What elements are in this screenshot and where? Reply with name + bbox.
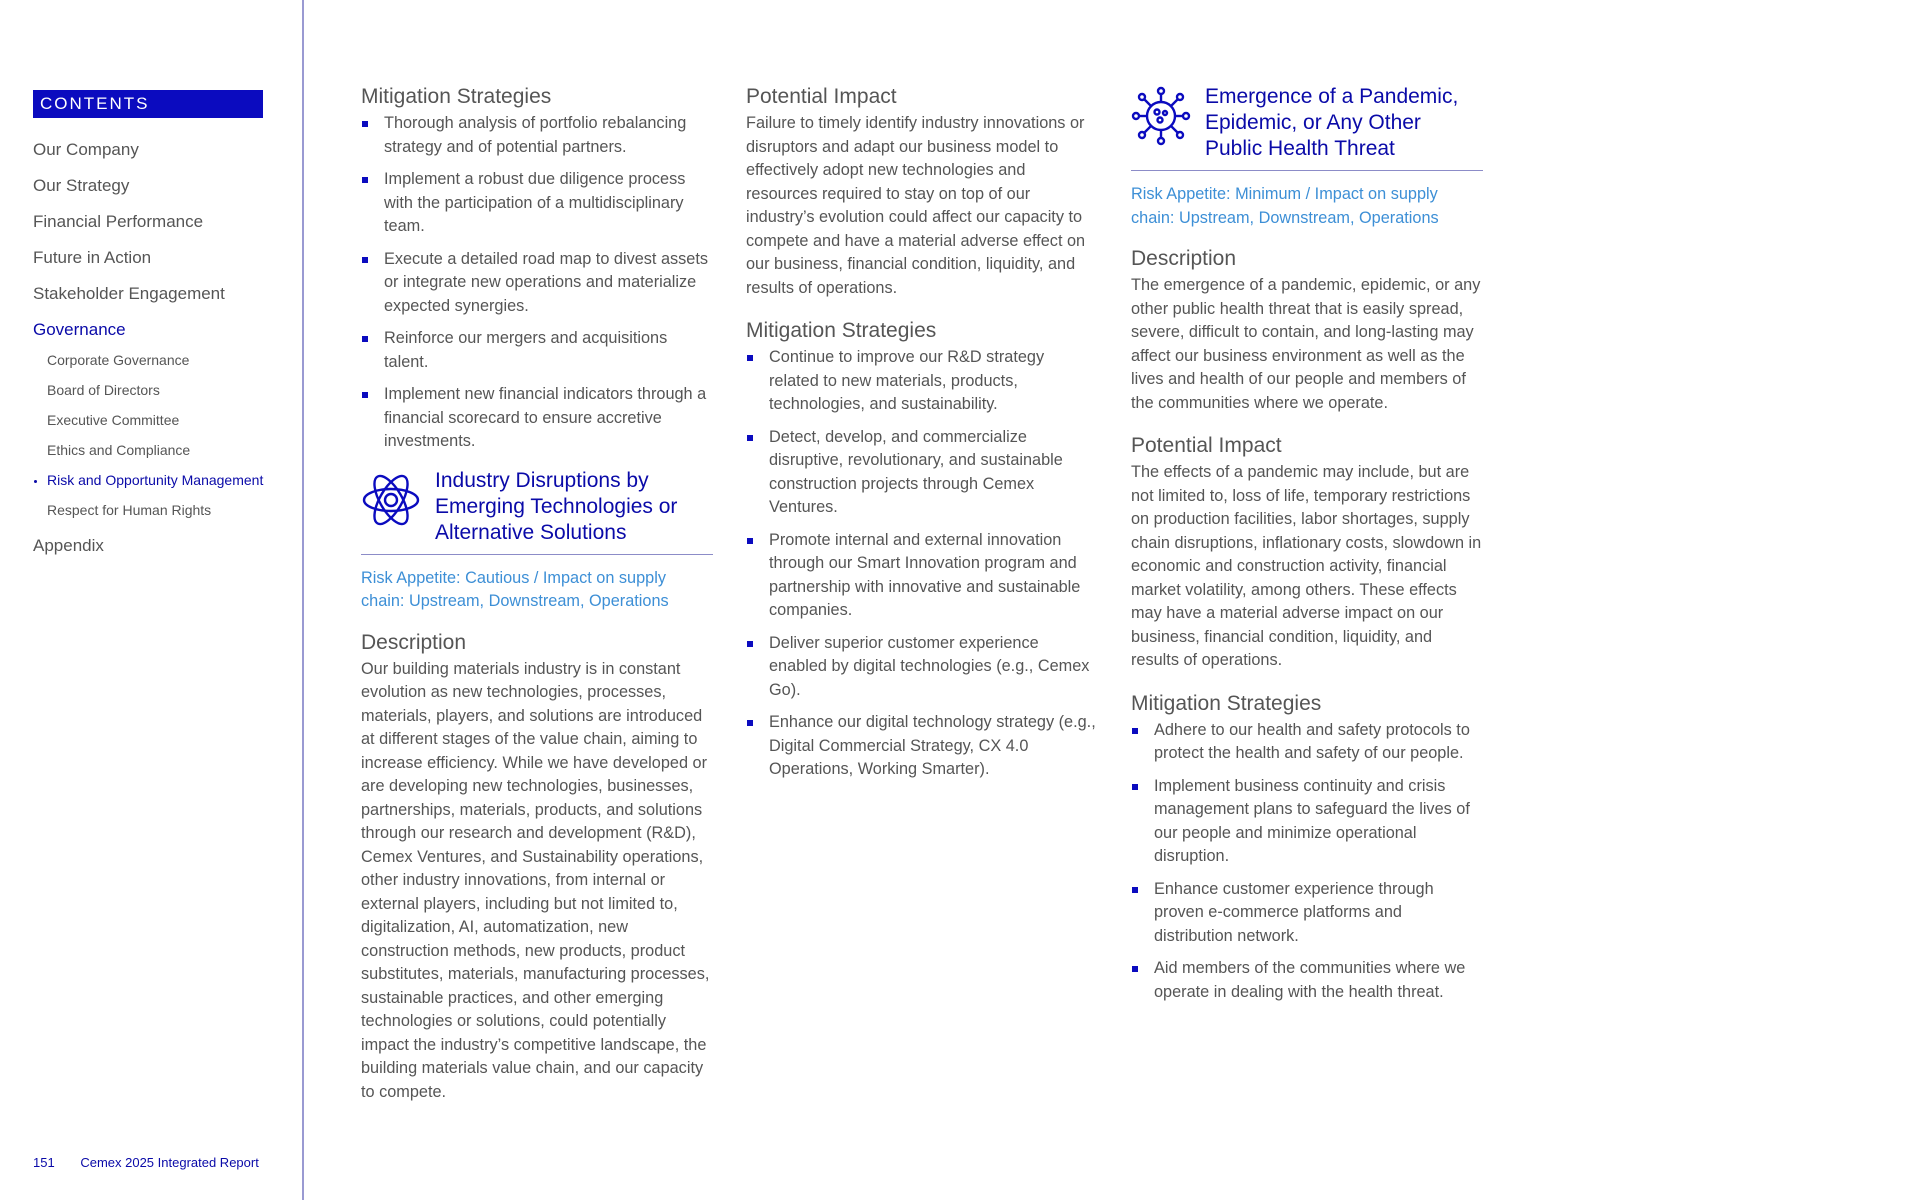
nav-sub-respect-for-human-rights[interactable]: Respect for Human Rights [47, 502, 212, 518]
risk-title-line: Public Health Threat [1205, 137, 1395, 160]
section-heading-impact: Potential Impact [1131, 434, 1282, 457]
risk-title [435, 468, 677, 546]
nav-sub-board-of-directors[interactable]: Board of Directors [47, 382, 160, 398]
risk-title-rule [1131, 170, 1483, 171]
risk-title-line: Emergence of a Pandemic, [1205, 85, 1459, 108]
mitigation-list [746, 346, 1098, 782]
list-item: Enhance our digital technology strategy (e.g., Digital Commercial Strategy, CX 4.0 Operations, Working Smarter). [746, 711, 1098, 782]
list-item: Implement business continuity and crisis management plans to safeguard the lives of our people and minimize operational disruption. [1131, 775, 1483, 869]
list-item: Thorough analysis of portfolio rebalancing strategy and of potential partners. [361, 112, 713, 159]
risk-title-line: Epidemic, or Any Other [1205, 111, 1421, 134]
nav-item-future-in-action[interactable]: Future in Action [33, 248, 152, 267]
nav-item-financial-performance[interactable]: Financial Performance [33, 212, 204, 231]
section-heading-description: Description [361, 630, 467, 654]
mitigation-list [1131, 719, 1483, 1005]
risk-appetite-line: chain: Upstream, Downstream, Operations [1131, 208, 1439, 227]
mitigation-list [361, 112, 713, 454]
list-item: Detect, develop, and commercialize disruptive, revolutionary, and sustainable construction projects through Cemex Ventures. [746, 426, 1098, 520]
risk-appetite-line: Risk Appetite: Minimum / Impact on supply [1131, 185, 1438, 203]
list-item: Reinforce our mergers and acquisitions talent. [361, 327, 713, 374]
section-heading-impact: Potential Impact [746, 85, 897, 108]
description-text: Our building materials industry is in constant evolution as new technologies, processes, materials, players, and solutions are introduced at different stages of the value chain, aiming to increase efficiency. While we have developed or are developing new technologies, businesses, partnerships, materials, products, and solutions through our research and development (R&D), Cemex Ventures, and Sustainability operations, other industry innovations, from internal or external players, including but not limited to, digitalization, AI, automatization, new construction methods, new products, product substitutes, materials, manufacturing processes, sustainable practices, and other emerging technologies or solutions, could potentially impact the industry’s competitive landscape, the building materials value chain, and our capacity to compete. [361, 659, 710, 1101]
nav-sub-ethics-and-compliance[interactable]: Ethics and Compliance [47, 442, 191, 458]
list-item: Promote internal and external innovation through our Smart Innovation program and partnership with innovative and sustainable companies. [746, 529, 1098, 623]
risk-header-pandemic [1131, 84, 1483, 162]
risk-title-line: Industry Disruptions by [435, 468, 649, 492]
column-1 [361, 84, 713, 1104]
risk-title-rule [361, 554, 713, 555]
nav-sub-risk-and-opportunity-management[interactable]: Risk and Opportunity Management [47, 472, 264, 488]
impact-text: Failure to timely identify industry innovations or disruptors and adapt our business model to effectively adopt new technologies and resources required to stay on top of our industry’s evolution could affect our capacity to compete and have a material adverse effect on our business, financial condition, liquidity, and results of operations. [746, 114, 1086, 297]
risk-appetite [1131, 183, 1483, 230]
nav-item-our-strategy[interactable]: Our Strategy [33, 176, 130, 195]
risk-appetite [361, 567, 713, 614]
list-item: Implement a robust due diligence process with the participation of a multidisciplinary team. [361, 168, 713, 239]
risk-title [1205, 84, 1458, 162]
list-item: Adhere to our health and safety protocols to protect the health and safety of our people. [1131, 719, 1483, 766]
risk-appetite-line: Risk Appetite: Cautious / Impact on supply [361, 568, 666, 587]
description-text: The emergence of a pandemic, epidemic, or any other public health threat that is easily spread, severe, difficult to contain, and long-lasting may affect our business environment as well as the lives and health of our people and members of the communities where we operate. [1131, 276, 1481, 412]
virus-icon [1131, 86, 1191, 146]
section-heading-mitigation: Mitigation Strategies [1131, 691, 1322, 715]
nav-item-appendix[interactable]: Appendix [33, 536, 104, 555]
nav-sub-corporate-governance[interactable]: Corporate Governance [47, 352, 190, 368]
risk-appetite-line: chain: Upstream, Downstream, Operations [361, 592, 669, 610]
section-heading-mitigation: Mitigation Strategies [746, 319, 937, 342]
nav-sub-executive-committee[interactable]: Executive Committee [47, 412, 180, 428]
contents-label: CONTENTS [33, 90, 263, 118]
risk-title-line: Emerging Technologies or [435, 494, 678, 518]
column-2 [746, 84, 1098, 791]
nav-item-governance[interactable]: Governance [33, 320, 126, 339]
risk-header-industry-disruptions [361, 468, 713, 546]
impact-text: The effects of a pandemic may include, but are not limited to, loss of life, temporary restrictions on production facilities, labor shortages, supply chain disruptions, inflationary costs, slowdown in economic and construction activity, financial market volatility, among others. These effects may have a material adverse impact on our business, financial condition, liquidity, and results of operations. [1131, 463, 1482, 669]
list-item: Implement new financial indicators through a financial scorecard to ensure accretive investments. [361, 383, 713, 454]
list-item: Continue to improve our R&D strategy related to new materials, products, technologies, and sustainability. [746, 346, 1098, 417]
page-number: 151 [33, 1155, 55, 1170]
risk-title-line: Alternative Solutions [435, 520, 627, 544]
column-3 [1131, 84, 1483, 1013]
atom-icon [361, 470, 421, 530]
section-heading-description: Description [1131, 247, 1237, 270]
report-title: Cemex 2025 Integrated Report [80, 1155, 259, 1170]
list-item: Deliver superior customer experience enabled by digital technologies (e.g., Cemex Go). [746, 632, 1098, 703]
nav-item-our-company[interactable]: Our Company [33, 140, 139, 159]
list-item: Enhance customer experience through proven e-commerce platforms and distribution network. [1131, 878, 1483, 949]
active-item-bullet [34, 480, 37, 483]
sidebar-divider [302, 0, 304, 1200]
sidebar [0, 0, 302, 1200]
section-heading-mitigation: Mitigation Strategies [361, 85, 552, 108]
page-footer [33, 1155, 259, 1170]
list-item: Execute a detailed road map to divest assets or integrate new operations and materialize expected synergies. [361, 248, 713, 319]
nav-item-stakeholder-engagement[interactable]: Stakeholder Engagement [33, 284, 225, 303]
list-item: Aid members of the communities where we operate in dealing with the health threat. [1131, 957, 1483, 1004]
